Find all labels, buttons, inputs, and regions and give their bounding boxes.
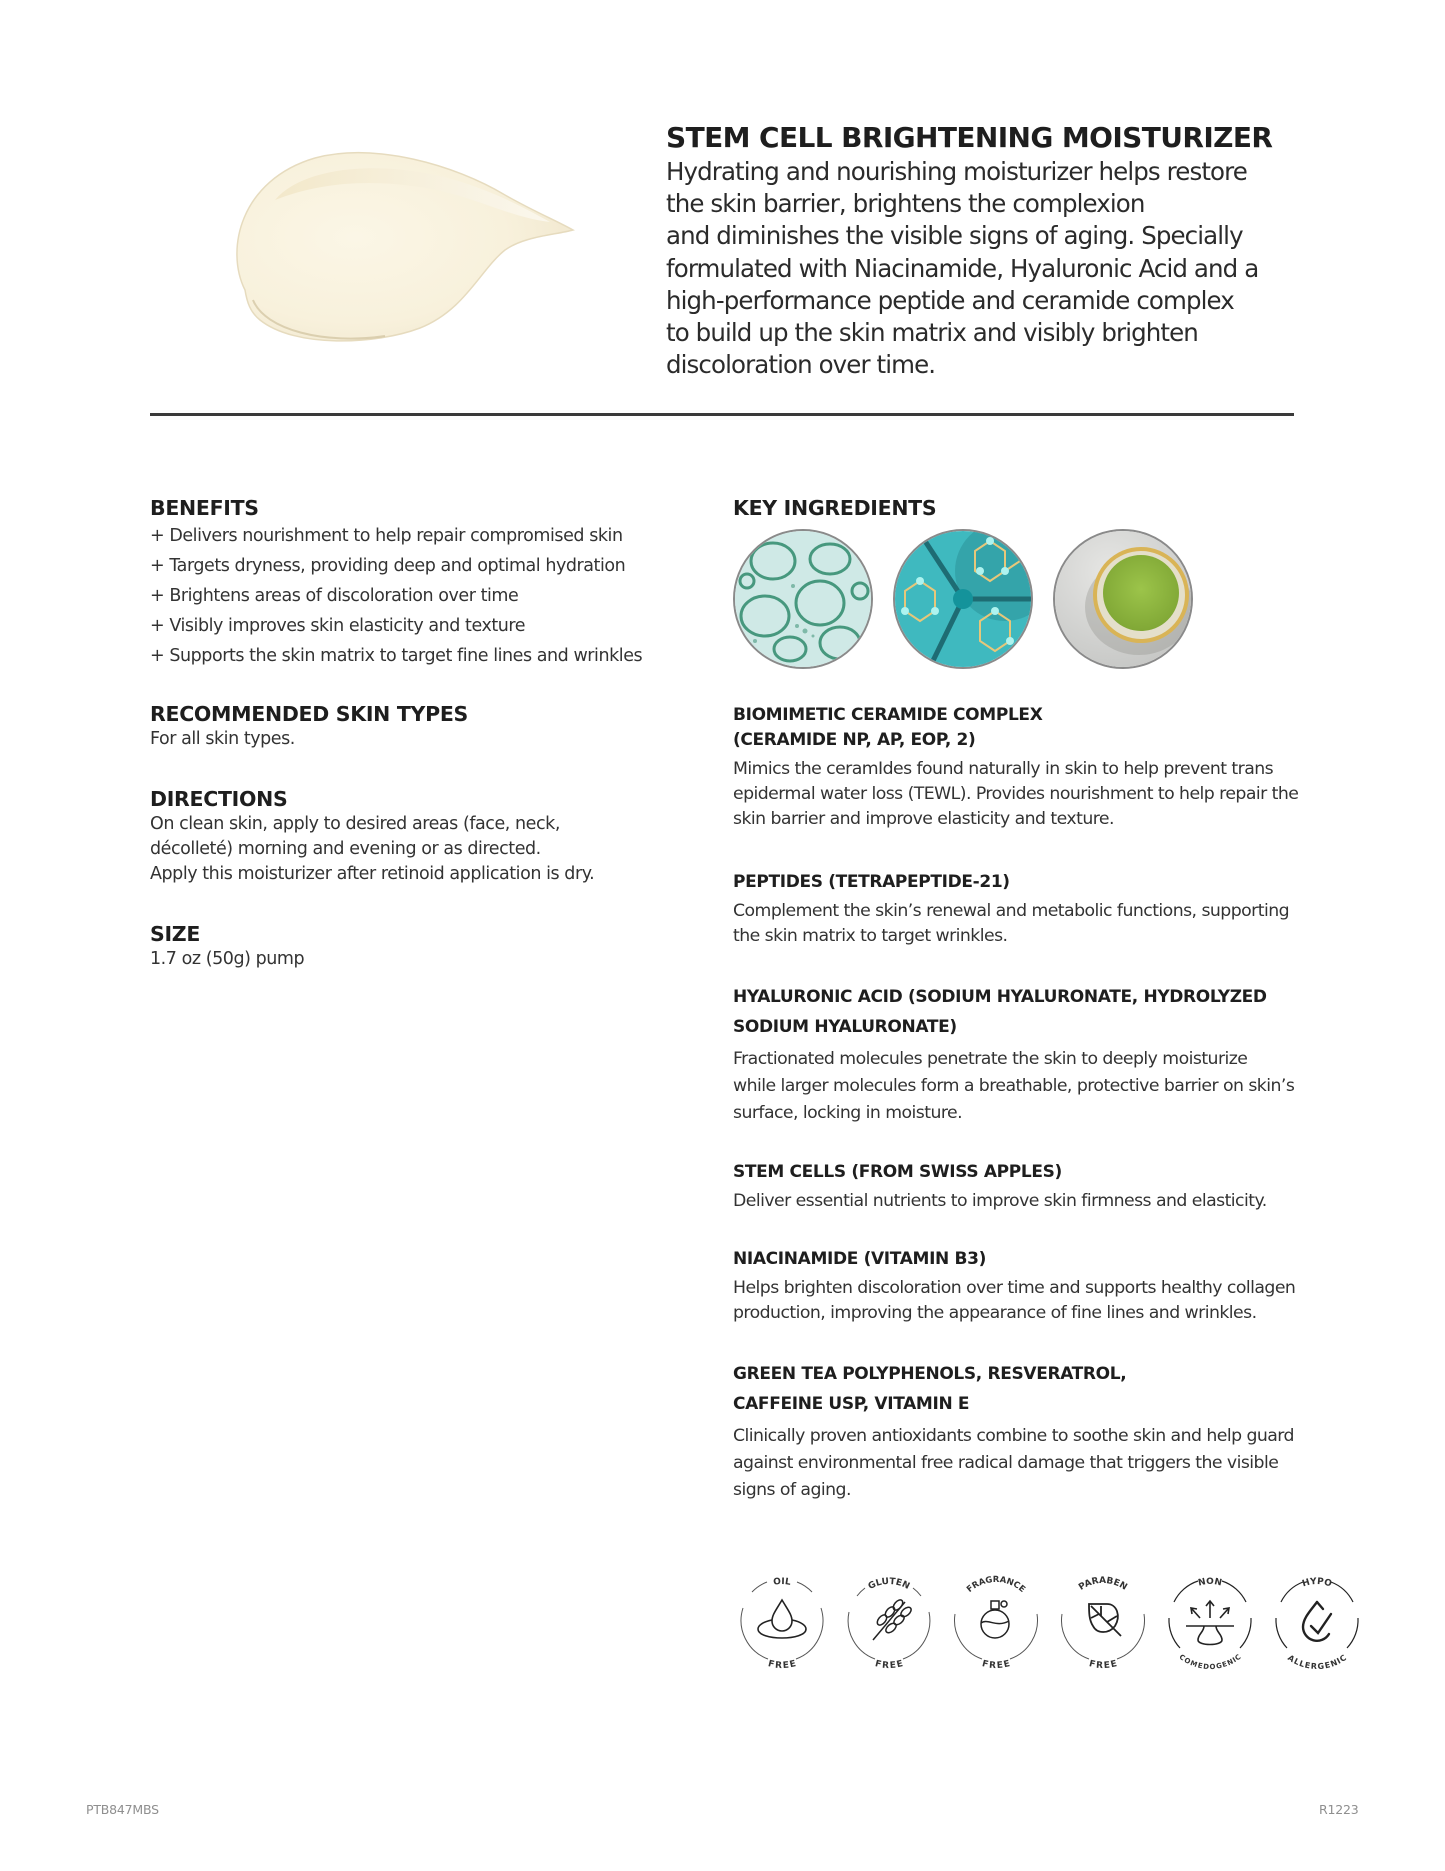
badge-top-label: HYPO — [1301, 1576, 1333, 1590]
non-comedogenic-badge — [1158, 1568, 1262, 1672]
svg-text:HYPO — [1301, 1577, 1333, 1590]
ingredient-item — [733, 1359, 1343, 1504]
ingredient-name: BIOMIMETIC CERAMIDE COMPLEX (CERAMIDE NP, AP, EOP, 2) — [733, 705, 1043, 750]
size-text: 1.7 oz (50g) pump — [150, 949, 305, 969]
ingredient-item — [733, 982, 1343, 1127]
directions-heading: DIRECTIONS — [150, 787, 288, 811]
product-header — [666, 120, 1316, 381]
ingredient-item — [733, 870, 1343, 949]
badge-top-label: FRAGRANCE — [965, 1574, 1027, 1595]
ingredient-description: Complement the skin’s renewal and metabolic functions, supporting the skin matrix to target wrinkles. — [733, 901, 1290, 946]
svg-text:NON — [1197, 1577, 1222, 1589]
ingredient-item — [733, 703, 1343, 832]
section-divider — [150, 413, 1294, 416]
green-tea-image — [1053, 529, 1193, 669]
product-details-column — [150, 495, 690, 995]
badge-bottom-label: FREE — [873, 1659, 905, 1672]
benefit-item: + Brightens areas of discoloration over time — [150, 586, 519, 606]
svg-text:FREE — [767, 1659, 797, 1671]
key-ingredients-heading: KEY INGREDIENTS — [733, 496, 937, 520]
svg-text:FREE — [1088, 1659, 1118, 1671]
revision-code: R1223 — [1319, 1802, 1359, 1817]
oil-free-badge — [730, 1568, 834, 1672]
product-title: STEM CELL BRIGHTENING MOISTURIZER — [666, 121, 1273, 154]
svg-text:FRAGRANCE — [965, 1575, 1027, 1595]
size-heading: SIZE — [150, 922, 201, 946]
badge-bottom-label: FREE — [766, 1659, 798, 1672]
gluten-free-badge — [837, 1568, 941, 1672]
svg-text:GLUTEN — [867, 1577, 911, 1592]
svg-text:FREE — [981, 1659, 1011, 1671]
paraben-free-badge — [1051, 1568, 1155, 1672]
badge-bottom-label: ALLERGENIC — [1286, 1653, 1348, 1672]
badge-top-label: PARABEN — [1077, 1575, 1129, 1593]
ingredient-name: PEPTIDES (TETRAPEPTIDE-21) — [733, 872, 1010, 892]
wheat-icon — [873, 1598, 913, 1640]
key-ingredients-column — [733, 495, 1343, 1542]
ingredient-name: NIACINAMIDE (VITAMIN B3) — [733, 1249, 987, 1269]
oil-drop-icon — [758, 1600, 806, 1638]
svg-text:PARABEN — [1077, 1576, 1129, 1593]
directions-text: On clean skin, apply to desired areas (face, neck, décolleté) morning and evening or as directed. Apply this moisturizer after retinoid application is dry. — [150, 814, 595, 884]
molecule-image — [893, 529, 1033, 669]
benefits-heading: BENEFITS — [150, 496, 259, 520]
product-code: PTB847MBS — [86, 1802, 159, 1817]
ingredient-item — [733, 1247, 1343, 1326]
badge-bottom-label: FREE — [980, 1659, 1012, 1672]
badge-top-label: NON — [1197, 1577, 1223, 1589]
benefit-item: + Visibly improves skin elasticity and texture — [150, 616, 526, 636]
product-cream-swatch-image — [205, 140, 585, 360]
svg-text:OIL — [773, 1577, 792, 1588]
benefit-item: + Delivers nourishment to help repair compromised skin — [150, 526, 623, 546]
benefits-list — [150, 521, 690, 671]
ingredient-item — [733, 1160, 1343, 1214]
size-section — [150, 921, 690, 972]
ingredient-description: Mimics the ceramIdes found naturally in skin to help prevent trans epidermal water loss (TEWL). Provides nourishment to help repair the skin barrier and improve elasticity and texture. — [733, 759, 1299, 829]
ingredient-name: HYALURONIC ACID (SODIUM HYALURONATE, HYDROLYZED SODIUM HYALURONATE) — [733, 987, 1267, 1037]
badge-bottom-label: COMEDOGENIC — [1177, 1652, 1243, 1672]
leaf-icon — [1089, 1604, 1121, 1636]
fragrance-free-badge — [944, 1568, 1048, 1672]
skin-types-heading: RECOMMENDED SKIN TYPES — [150, 702, 468, 726]
badge-top-label: OIL — [772, 1576, 792, 1588]
product-description: Hydrating and nourishing moisturizer helps restore the skin barrier, brightens the complexion and diminishes the visible signs of aging. Specially formulated with Niacinamide, Hyaluronic Acid and a high-performance peptide and ceramide complex to build up the skin matrix and visibly brighten discoloration over time. — [666, 157, 1259, 380]
ingredient-name: STEM CELLS (FROM SWISS APPLES) — [733, 1162, 1062, 1182]
ingredient-description: Fractionated molecules penetrate the skin to deeply moisturize while larger molecules form a breathable, protective barrier on skin’s surface, locking in moisture. — [733, 1049, 1295, 1123]
ingredient-description: Clinically proven antioxidants combine to soothe skin and help guard against environmental free radical damage that triggers the visible signs of aging. — [733, 1426, 1294, 1500]
badge-top-label: GLUTEN — [866, 1576, 912, 1592]
ingredient-name: GREEN TEA POLYPHENOLS, RESVERATROL, CAFFEINE USP, VITAMIN E — [733, 1364, 1127, 1414]
hypoallergenic-badge — [1265, 1568, 1369, 1672]
ingredient-description: Deliver essential nutrients to improve skin firmness and elasticity. — [733, 1191, 1267, 1211]
directions-section — [150, 786, 690, 887]
benefit-item: + Supports the skin matrix to target fine lines and wrinkles — [150, 646, 643, 666]
perfume-bottle-icon — [981, 1601, 1009, 1638]
skin-types-section — [150, 701, 690, 752]
bubbles-image — [733, 529, 873, 669]
svg-text:FREE — [874, 1659, 904, 1671]
ingredient-description: Helps brighten discoloration over time and supports healthy collagen production, improving the appearance of fine lines and wrinkles. — [733, 1278, 1296, 1323]
benefit-item: + Targets dryness, providing deep and optimal hydration — [150, 556, 626, 576]
drop-check-icon — [1303, 1602, 1331, 1641]
svg-text:ALLERGENIC — [1286, 1653, 1348, 1671]
badge-bottom-label: FREE — [1087, 1659, 1119, 1672]
svg-text:COMEDOGENIC — [1178, 1653, 1243, 1671]
pore-icon — [1186, 1601, 1234, 1645]
skin-types-text: For all skin types. — [150, 729, 295, 749]
ingredient-images — [733, 529, 1343, 669]
benefits-section — [150, 495, 690, 671]
certification-badges — [730, 1568, 1370, 1678]
